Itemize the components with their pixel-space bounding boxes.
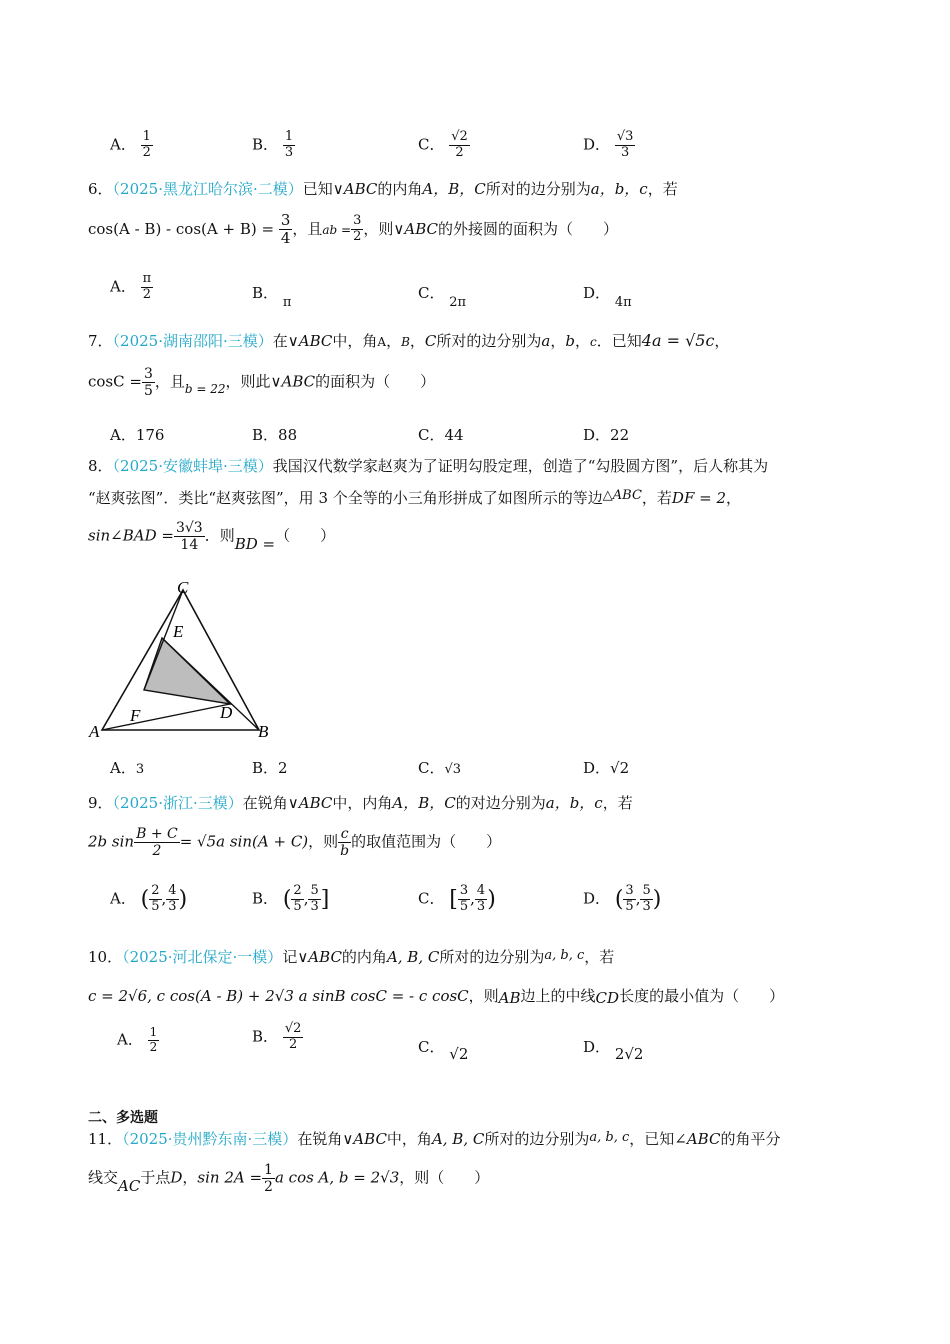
q7-option-c: C．44 bbox=[418, 426, 464, 444]
fraction: $\frac{1}{2}$ bbox=[142, 129, 151, 160]
q10-option-a: A． $\frac{1}{2}$ bbox=[117, 1025, 158, 1054]
segment-ad bbox=[102, 704, 230, 730]
q5-option-d: D． $\frac{√3}{3}$ bbox=[583, 129, 634, 160]
question-7-line-1: 7．（2025·湖南邵阳·三模）在∨ABC中，角A，B，C所对的边分别为a，b，c．已知4a = √5c， bbox=[88, 331, 730, 350]
question-10-line-1: 10．（2025·河北保定·一模）记∨ABC的内角A, B, C所对的边分别为a, b, c，若 bbox=[88, 948, 615, 966]
q5-option-b: B． $\frac{1}{3}$ bbox=[252, 129, 294, 160]
q9-option-a: A． ( $\frac{2}{5}$ , $\frac{4}{3}$ ) bbox=[110, 883, 188, 914]
question-source: （2025·安徽蚌埠·三模） bbox=[112, 457, 273, 475]
q10-option-b: B． $\frac{√2}{2}$ bbox=[252, 1021, 302, 1052]
fraction: $\frac{1}{2}$ bbox=[264, 1162, 273, 1196]
question-9-line-1: 9．（2025·浙江·三模）在锐角∨ABC中，内角A，B，C的对边分别为a，b，c，若 bbox=[88, 794, 633, 812]
question-source: （2025·湖南邵阳·三模） bbox=[112, 332, 273, 350]
fraction: $\frac{3√3}{14}$ bbox=[175, 520, 203, 554]
label-f: F bbox=[130, 706, 141, 725]
label-e: E bbox=[173, 622, 184, 641]
label-c: C bbox=[177, 578, 189, 597]
question-8-line-1: 8．（2025·安徽蚌埠·三模）我国汉代数学家赵爽为了证明勾股定理，创造了“勾股圆方图”，后人称其为 bbox=[88, 457, 769, 475]
q7-option-b: B．88 bbox=[252, 426, 298, 444]
fraction: $\frac{4}{3}$ bbox=[168, 883, 177, 914]
fraction: $\frac{3}{2}$ bbox=[353, 213, 362, 245]
q10-option-c: C． √2 bbox=[418, 1038, 469, 1063]
q5-option-a: A． $\frac{1}{2}$ bbox=[110, 129, 151, 160]
question-source: （2025·浙江·三模） bbox=[112, 794, 243, 812]
fraction: $\frac{2}{5}$ bbox=[293, 883, 302, 914]
question-6-line-2: cos(A - B) - cos(A + B) = $\frac{3}{4}$ ，且ab = $\frac{3}{2}$ ，则∨ABC的外接圆的面积为（ ） bbox=[88, 211, 618, 248]
label-a: A bbox=[89, 722, 100, 741]
fraction: $\frac{3}{5}$ bbox=[625, 883, 634, 914]
question-7-line-2: cosC = $\frac{3}{5}$ ，且$_{b = 22}$，则此∨ABC的面积为（ ） bbox=[88, 366, 436, 400]
q7-option-a: A．176 bbox=[110, 426, 165, 444]
fraction: $\frac{4}{3}$ bbox=[476, 883, 486, 914]
question-8-line-2: “赵爽弦图”．类比“赵爽弦图”，用 3 个全等的小三角形拼成了如图所示的等边△ABC，若DF = 2， bbox=[88, 488, 742, 507]
fraction: $\frac{\pi}{2}$ bbox=[142, 271, 152, 302]
fraction: $\frac{B + C}{2}$ bbox=[136, 826, 178, 860]
label-b: B bbox=[258, 722, 269, 741]
question-6-line-1: 6．（2025·黑龙江哈尔滨·二模）已知∨ABC的内角A，B，C所对的边分别为a，b，c，若 bbox=[88, 180, 678, 198]
q10-option-d: D． 2√2 bbox=[583, 1038, 644, 1063]
fraction: $\frac{1}{2}$ bbox=[149, 1025, 158, 1054]
q8-option-b: B．2 bbox=[252, 759, 288, 777]
q5-option-c: C． $\frac{√2}{2}$ bbox=[418, 129, 468, 160]
q9-option-c: C． [ $\frac{3}{5}$ , $\frac{4}{3}$ ) bbox=[418, 883, 496, 914]
triangle-figure bbox=[80, 572, 290, 747]
fraction: $\frac{3}{5}$ bbox=[459, 883, 469, 914]
q6-option-a: A． $\frac{\pi}{2}$ bbox=[110, 271, 152, 302]
fraction: $\frac{3}{4}$ bbox=[280, 211, 291, 248]
q9-option-b: B． ( $\frac{2}{5}$ , $\frac{5}{3}$ ] bbox=[252, 883, 330, 914]
fraction: $\frac{1}{3}$ bbox=[284, 129, 294, 160]
question-source: （2025·黑龙江哈尔滨·二模） bbox=[112, 180, 303, 198]
fraction: $\frac{√2}{2}$ bbox=[284, 1021, 302, 1052]
fraction: $\frac{5}{3}$ bbox=[642, 883, 651, 914]
fraction: $\frac{√3}{3}$ bbox=[616, 129, 634, 160]
q6-option-c: C． 2π bbox=[418, 284, 467, 310]
question-10-line-2: c = 2√6, c cos(A - B) + 2√3 a sinB cosC = - c cosC，则AB边上的中线CD长度的最小值为（ ） bbox=[88, 987, 785, 1007]
equation: cos(A - B) - cos(A + B) = bbox=[88, 219, 275, 238]
question-8-line-3: sin∠BAD = $\frac{3√3}{14}$ ．则BD =（ ） bbox=[88, 520, 336, 554]
inner-shaded-triangle bbox=[144, 638, 230, 704]
section-title: 二、多选题 bbox=[88, 1110, 158, 1126]
q9-option-d: D． ( $\frac{3}{5}$ , $\frac{5}{3}$ ) bbox=[583, 883, 662, 914]
question-9-line-2: 2b sin $\frac{B + C}{2}$ = √5a sin(A + C)，则 $\frac{c}{b}$ 的取值范围为（ ） bbox=[88, 826, 502, 860]
q7-option-d: D．22 bbox=[583, 426, 630, 444]
fraction: $\frac{3}{5}$ bbox=[143, 366, 153, 400]
fraction: $\frac{5}{3}$ bbox=[310, 883, 319, 914]
q8-option-c: C．√3 bbox=[418, 759, 462, 777]
q8-option-d: D．√2 bbox=[583, 759, 630, 777]
equation: c = 2√6, c cos(A - B) + 2√3 a sinB cosC = - c cosC bbox=[88, 987, 469, 1005]
fraction: $\frac{2}{5}$ bbox=[151, 883, 160, 914]
q6-option-d: D． 4π bbox=[583, 284, 632, 310]
question-source: （2025·贵州黔东南·三模） bbox=[122, 1130, 298, 1148]
question-11-line-2: 线交AC于点D，sin 2A = $\frac{1}{2}$ a cos A, b = 2√3，则（ ） bbox=[88, 1162, 490, 1196]
fraction: $\frac{√2}{2}$ bbox=[451, 129, 468, 160]
question-11-line-1: 11．（2025·贵州黔东南·三模）在锐角∨ABC中，角A, B, C所对的边分别为a, b, c，已知∠ABC的角平分 bbox=[88, 1130, 781, 1148]
q6-option-b: B． π bbox=[252, 284, 292, 310]
question-source: （2025·河北保定·一模） bbox=[122, 948, 283, 966]
q8-option-a: A．3 bbox=[110, 759, 145, 777]
fraction: $\frac{c}{b}$ bbox=[340, 826, 350, 860]
label-d: D bbox=[220, 703, 233, 722]
